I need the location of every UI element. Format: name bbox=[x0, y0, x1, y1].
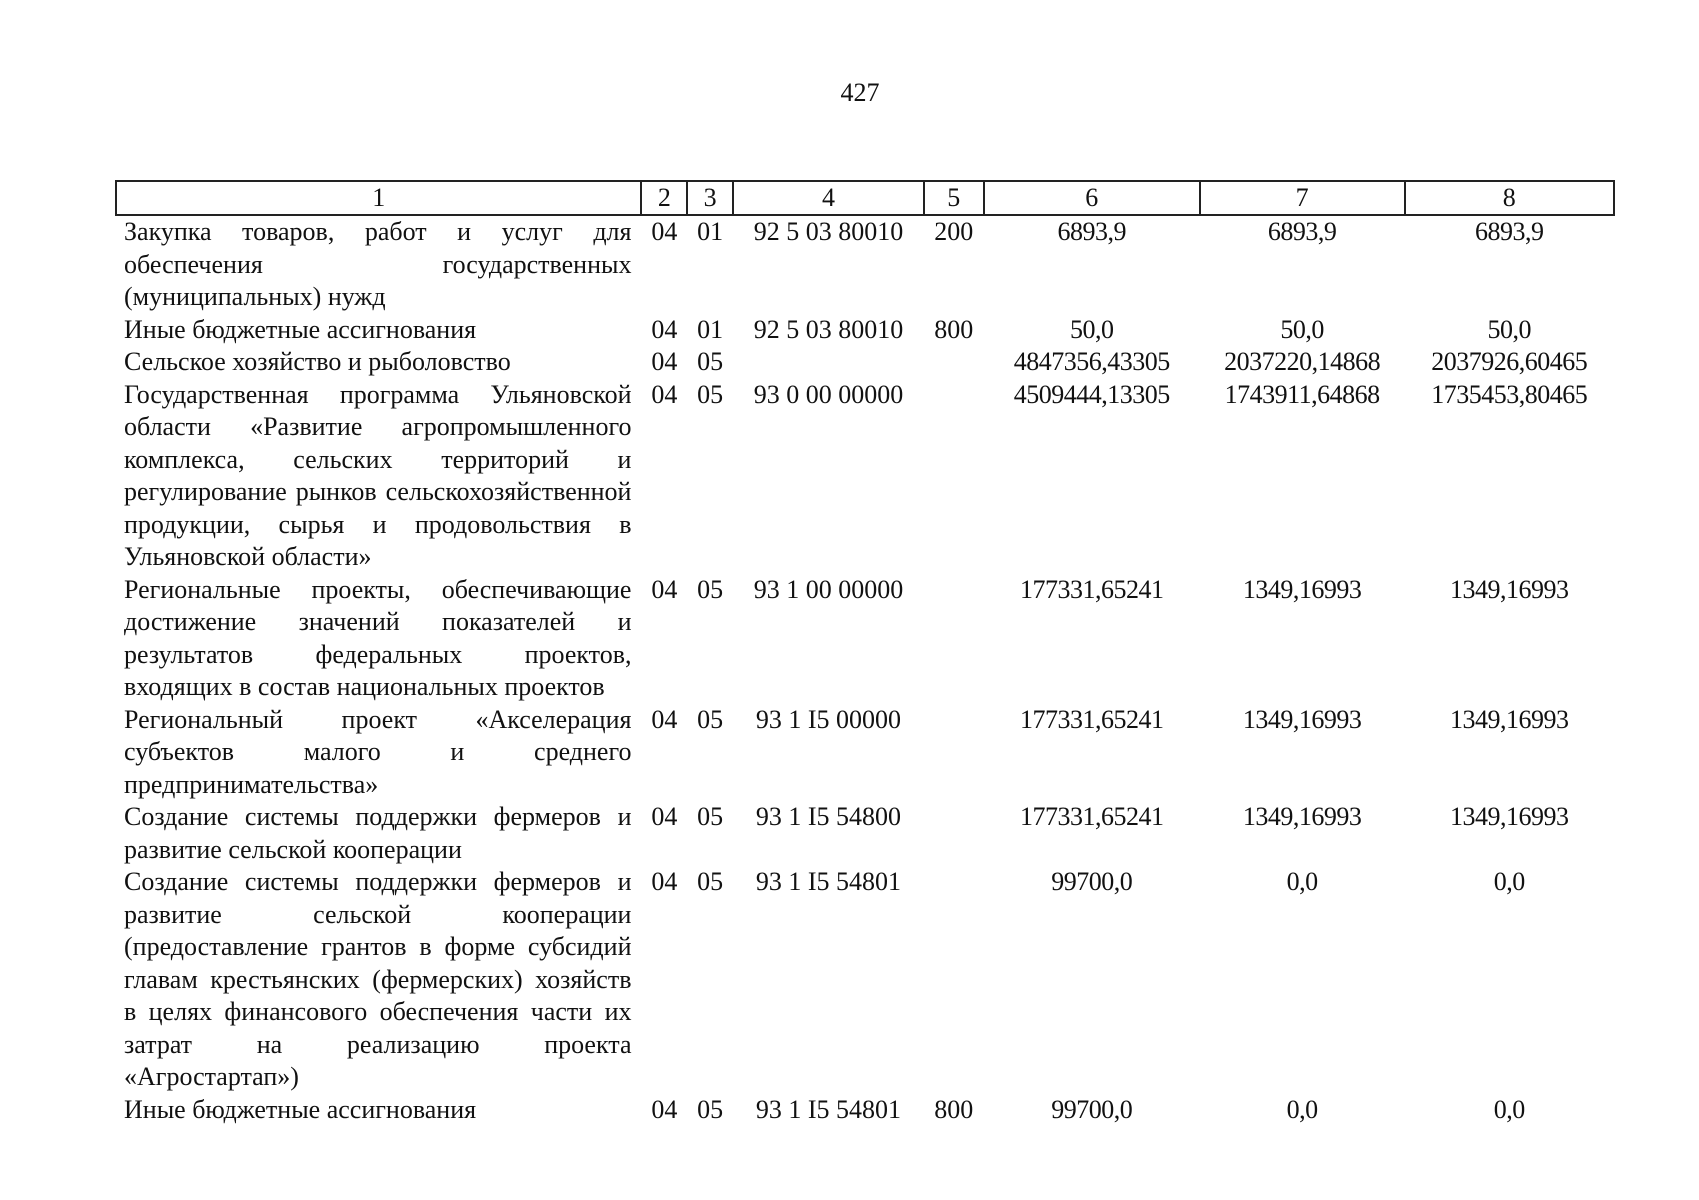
row-subsection: 05 bbox=[697, 574, 724, 604]
row-subsection: 05 bbox=[697, 1094, 724, 1124]
row-target-code: 93 0 00 00000 bbox=[753, 379, 904, 409]
row-amount-col6: 4847356,43305 bbox=[1013, 347, 1170, 376]
row-amount-col7: 1349,16993 bbox=[1242, 704, 1362, 734]
row-name: Создание системы поддержки фермеров и развитие сельской кооперации bbox=[124, 802, 632, 864]
header-col-2: 2 bbox=[641, 181, 687, 215]
row-name: Сельское хозяйство и рыболовство bbox=[124, 347, 511, 376]
row-amount-col7: 6893,9 bbox=[1267, 217, 1337, 246]
row-amount-col6: 99700,0 bbox=[1051, 867, 1133, 896]
header-col-4: 4 bbox=[733, 181, 924, 215]
row-amount-col7: 0,0 bbox=[1286, 1094, 1318, 1124]
table-row bbox=[116, 801, 1614, 866]
row-section: 04 bbox=[651, 347, 678, 376]
table-row bbox=[116, 314, 1614, 347]
row-amount-col8: 50,0 bbox=[1487, 314, 1532, 344]
row-amount-col7: 0,0 bbox=[1286, 867, 1318, 896]
table-row bbox=[116, 215, 1614, 314]
row-name: Иные бюджетные ассигнования bbox=[124, 314, 477, 344]
row-expense-type: 800 bbox=[934, 1094, 974, 1124]
row-name: Создание системы поддержки фермеров и развитие сельской кооперации (предоставление грантов в форме субсидий главам крестьянских (фермерских) хозяйств в целях финансового обеспечения части их затрат на реализацию проекта «Агростартап») bbox=[124, 867, 632, 1091]
table-row bbox=[116, 379, 1614, 574]
row-subsection: 01 bbox=[697, 217, 724, 246]
row-amount-col6: 4509444,13305 bbox=[1013, 379, 1170, 409]
row-amount-col6: 177331,65241 bbox=[1019, 574, 1164, 604]
table-header-row bbox=[116, 181, 1614, 215]
row-subsection: 01 bbox=[697, 314, 724, 344]
row-subsection: 05 bbox=[697, 867, 724, 896]
row-amount-col6: 177331,65241 bbox=[1019, 802, 1164, 831]
table-row bbox=[116, 574, 1614, 704]
header-col-8: 8 bbox=[1405, 181, 1614, 215]
header-col-5: 5 bbox=[924, 181, 984, 215]
row-amount-col8: 1349,16993 bbox=[1450, 574, 1569, 604]
header-col-3: 3 bbox=[687, 181, 733, 215]
row-amount-col8: 6893,9 bbox=[1475, 217, 1544, 246]
row-amount-col7: 1349,16993 bbox=[1242, 802, 1362, 831]
row-expense-type: 200 bbox=[934, 217, 974, 246]
row-amount-col8: 1349,16993 bbox=[1450, 802, 1569, 831]
row-target-code bbox=[733, 346, 924, 379]
row-amount-col7: 50,0 bbox=[1280, 314, 1324, 344]
row-section: 04 bbox=[651, 867, 678, 896]
row-expense-type bbox=[924, 346, 984, 379]
page-number: 427 bbox=[840, 78, 880, 107]
table-body bbox=[116, 215, 1614, 1126]
row-target-code: 93 1 I5 54801 bbox=[755, 867, 902, 896]
row-section: 04 bbox=[651, 217, 678, 246]
table-row bbox=[116, 346, 1614, 379]
header-col-1: 1 bbox=[116, 181, 641, 215]
row-expense-type bbox=[924, 801, 984, 866]
row-subsection: 05 bbox=[697, 802, 724, 831]
table-row bbox=[116, 1094, 1614, 1127]
row-amount-col7: 1349,16993 bbox=[1242, 574, 1362, 604]
header-col-7: 7 bbox=[1200, 181, 1405, 215]
table-row bbox=[116, 704, 1614, 802]
row-amount-col8: 0,0 bbox=[1493, 1094, 1525, 1124]
row-amount-col6: 50,0 bbox=[1069, 314, 1114, 344]
row-amount-col6: 6893,9 bbox=[1057, 217, 1126, 246]
row-target-code: 93 1 00 00000 bbox=[753, 574, 904, 604]
row-section: 04 bbox=[651, 704, 678, 734]
row-subsection: 05 bbox=[697, 379, 724, 409]
row-expense-type: 800 bbox=[934, 314, 974, 344]
row-section: 04 bbox=[651, 802, 678, 831]
row-section: 04 bbox=[651, 379, 678, 409]
table-row bbox=[116, 866, 1614, 1094]
row-amount-col7: 2037220,14868 bbox=[1224, 347, 1381, 376]
row-section: 04 bbox=[651, 1094, 678, 1124]
row-name: Иные бюджетные ассигнования bbox=[124, 1094, 477, 1124]
row-target-code: 93 1 I5 54801 bbox=[755, 1094, 902, 1124]
budget-table bbox=[115, 180, 1615, 1126]
row-section: 04 bbox=[651, 574, 678, 604]
row-name: Закупка товаров, работ и услуг для обеспечения государственных (муниципальных) нужд bbox=[124, 217, 632, 311]
row-amount-col6: 177331,65241 bbox=[1019, 704, 1164, 734]
row-amount-col8: 1349,16993 bbox=[1450, 704, 1569, 734]
row-expense-type bbox=[924, 704, 984, 802]
row-target-code: 93 1 I5 54800 bbox=[755, 802, 902, 831]
row-target-code: 92 5 03 80010 bbox=[753, 217, 904, 246]
row-amount-col7: 1743911,64868 bbox=[1224, 379, 1380, 409]
row-name: Региональный проект «Акселерация субъектов малого и среднего предпринимательства» bbox=[124, 704, 632, 799]
row-section: 04 bbox=[651, 314, 678, 344]
row-name: Государственная программа Ульяновской области «Развитие агропромышленного комплекса, сельских территорий и регулирование рынков сельскохозяйственной продукции, сырья и продовольствия в Ульяновской области» bbox=[124, 379, 632, 571]
row-amount-col6: 99700,0 bbox=[1051, 1094, 1133, 1124]
row-target-code: 92 5 03 80010 bbox=[753, 314, 904, 344]
row-name: Региональные проекты, обеспечивающие достижение значений показателей и результатов федеральных проектов, входящих в состав национальных проектов bbox=[124, 574, 632, 701]
row-subsection: 05 bbox=[697, 347, 724, 376]
row-amount-col8: 0,0 bbox=[1493, 867, 1525, 896]
row-expense-type bbox=[924, 379, 984, 574]
row-expense-type bbox=[924, 574, 984, 704]
row-amount-col8: 1735453,80465 bbox=[1431, 379, 1588, 409]
row-expense-type bbox=[924, 866, 984, 1094]
row-amount-col8: 2037926,60465 bbox=[1431, 347, 1588, 376]
row-subsection: 05 bbox=[697, 704, 724, 734]
header-col-6: 6 bbox=[984, 181, 1200, 215]
row-target-code: 93 1 I5 00000 bbox=[755, 704, 902, 734]
